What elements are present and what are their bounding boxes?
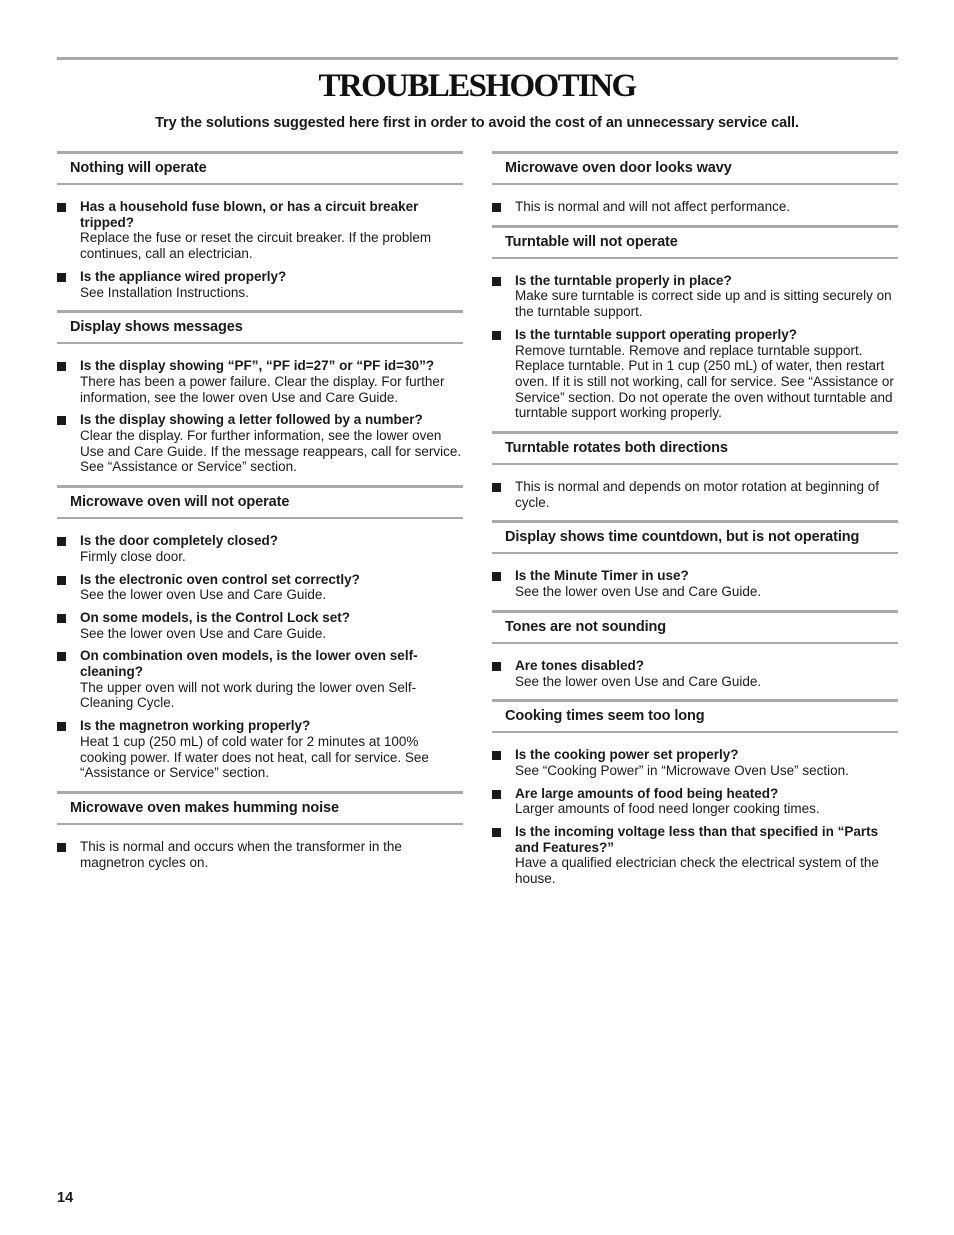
list-item [57,718,463,781]
list-item [57,358,463,405]
square-bullet-icon [492,331,501,340]
section-nothing-will-operate [57,151,463,310]
square-bullet-icon [57,843,66,852]
square-bullet-icon [57,273,66,282]
section-heading: Microwave oven door looks wavy [492,151,898,185]
item-answer: Larger amounts of food need longer cooking times. [515,801,820,817]
list-item [57,533,463,564]
item-question: Is the turntable properly in place? [515,272,732,288]
square-bullet-icon [57,722,66,731]
section-heading: Cooking times seem too long [492,699,898,733]
list-item [57,648,463,711]
page-title: TROUBLESHOOTING [318,68,636,104]
list-item [492,658,898,689]
item-list [492,733,898,897]
square-bullet-icon [57,652,66,661]
item-list [492,185,898,225]
section-display-countdown [492,520,898,609]
item-question: Are tones disabled? [515,657,645,673]
item-answer: See the lower oven Use and Care Guide. [515,584,762,600]
item-answer: This is normal and will not affect performance. [515,199,791,214]
item-answer: Remove turntable. Remove and replace turntable support. Replace turntable. Put in 1 cup (250 mL) of water, then restart oven. If it is still not working, call for service. See “Assistance or Service” section. Do not operate the oven without turntable and turntable support working properly. [515,342,894,421]
item-answer: See the lower oven Use and Care Guide. [80,625,327,641]
section-display-shows-messages [57,310,463,485]
square-bullet-icon [492,572,501,581]
section-heading: Turntable will not operate [492,225,898,259]
list-item [57,269,463,300]
square-bullet-icon [492,751,501,760]
item-answer: Have a qualified electrician check the electrical system of the house. [515,855,879,887]
intro-text: Try the solutions suggested here first in order to avoid the cost of an unnecessary service call. [155,115,799,131]
list-item [57,572,463,603]
list-item [57,610,463,641]
item-question: On combination oven models, is the lower oven self-cleaning? [80,648,418,680]
section-tones-not-sounding [492,610,898,699]
list-item [492,479,898,510]
section-microwave-will-not-operate [57,485,463,791]
section-heading: Tones are not sounding [492,610,898,644]
item-question: Has a household fuse blown, or has a circuit breaker tripped? [80,199,419,230]
square-bullet-icon [492,277,501,286]
section-humming-noise [57,791,463,880]
section-heading: Display shows time countdown, but is not operating [492,520,898,554]
item-question: Is the appliance wired properly? [80,268,287,284]
square-bullet-icon [492,828,501,837]
square-bullet-icon [492,203,501,212]
list-item [57,412,463,475]
item-list [492,259,898,431]
item-question: Is the magnetron working properly? [80,718,311,734]
item-answer: This is normal and depends on motor rotation at beginning of cycle. [515,479,879,510]
section-turntable-will-not-operate [492,225,898,431]
section-heading: Microwave oven makes humming noise [57,791,463,825]
item-question: Is the Minute Timer in use? [515,568,689,584]
item-answer: See Installation Instructions. [80,284,249,300]
page-number: 14 [57,1190,74,1206]
item-question: Is the display showing a letter followed by a number? [80,412,423,428]
item-list [57,344,463,485]
list-item [57,199,463,262]
item-answer: The upper oven will not work during the lower oven Self-Cleaning Cycle. [80,679,417,711]
item-answer: There has been a power failure. Clear the display. For further information, see the lower oven Use and Care Guide. [80,373,445,405]
list-item [492,199,898,215]
list-item [492,786,898,817]
left-column [57,151,463,880]
section-heading: Display shows messages [57,310,463,344]
square-bullet-icon [57,576,66,585]
item-question: Is the electronic oven control set correctly? [80,571,360,587]
item-list [57,185,463,310]
square-bullet-icon [492,790,501,799]
item-answer: Make sure turntable is correct side up and is sitting securely on the turntable support. [515,288,892,320]
section-turntable-rotates [492,431,898,520]
section-heading: Turntable rotates both directions [492,431,898,465]
item-question: Is the cooking power set properly? [515,747,739,763]
item-answer: See the lower oven Use and Care Guide. [515,673,762,689]
item-list [492,644,898,699]
right-column [492,151,898,897]
square-bullet-icon [492,483,501,492]
item-answer: See the lower oven Use and Care Guide. [80,587,327,603]
item-question: Are large amounts of food being heated? [515,785,779,801]
section-heading: Microwave oven will not operate [57,485,463,519]
square-bullet-icon [57,614,66,623]
top-divider [57,57,898,60]
list-item [492,273,898,320]
item-question: Is the door completely closed? [80,533,279,549]
section-door-looks-wavy [492,151,898,225]
section-heading: Nothing will operate [57,151,463,185]
section-cooking-times-long [492,699,898,897]
item-question: Is the turntable support operating properly? [515,326,798,342]
item-question: On some models, is the Control Lock set? [80,609,351,625]
square-bullet-icon [57,537,66,546]
square-bullet-icon [57,203,66,212]
item-question: Is the incoming voltage less than that specified in “Parts and Features?” [515,824,879,855]
item-answer: Replace the fuse or reset the circuit breaker. If the problem continues, call an electrician. [80,230,432,262]
list-item [492,327,898,421]
list-item [57,839,463,870]
item-answer: Firmly close door. [80,548,186,564]
list-item [492,824,898,887]
item-answer: This is normal and occurs when the transformer in the magnetron cycles on. [80,838,402,870]
item-list [492,554,898,609]
square-bullet-icon [492,662,501,671]
item-answer: Heat 1 cup (250 mL) of cold water for 2 minutes at 100% cooking power. If water does not heat, call for service. See “Assistance or Service” section. [80,733,429,781]
item-answer: See “Cooking Power” in “Microwave Oven Use” section. [515,762,849,778]
square-bullet-icon [57,362,66,371]
item-list [492,465,898,520]
list-item [492,747,898,778]
item-answer: Clear the display. For further information, see the lower oven Use and Care Guide. If the message reappears, call for service. See “Assistance or Service” section. [80,428,462,475]
item-list [57,825,463,880]
square-bullet-icon [57,416,66,425]
list-item [492,568,898,599]
item-question: Is the display showing “PF”, “PF id=27” or “PF id=30”? [80,358,435,374]
item-list [57,519,463,791]
